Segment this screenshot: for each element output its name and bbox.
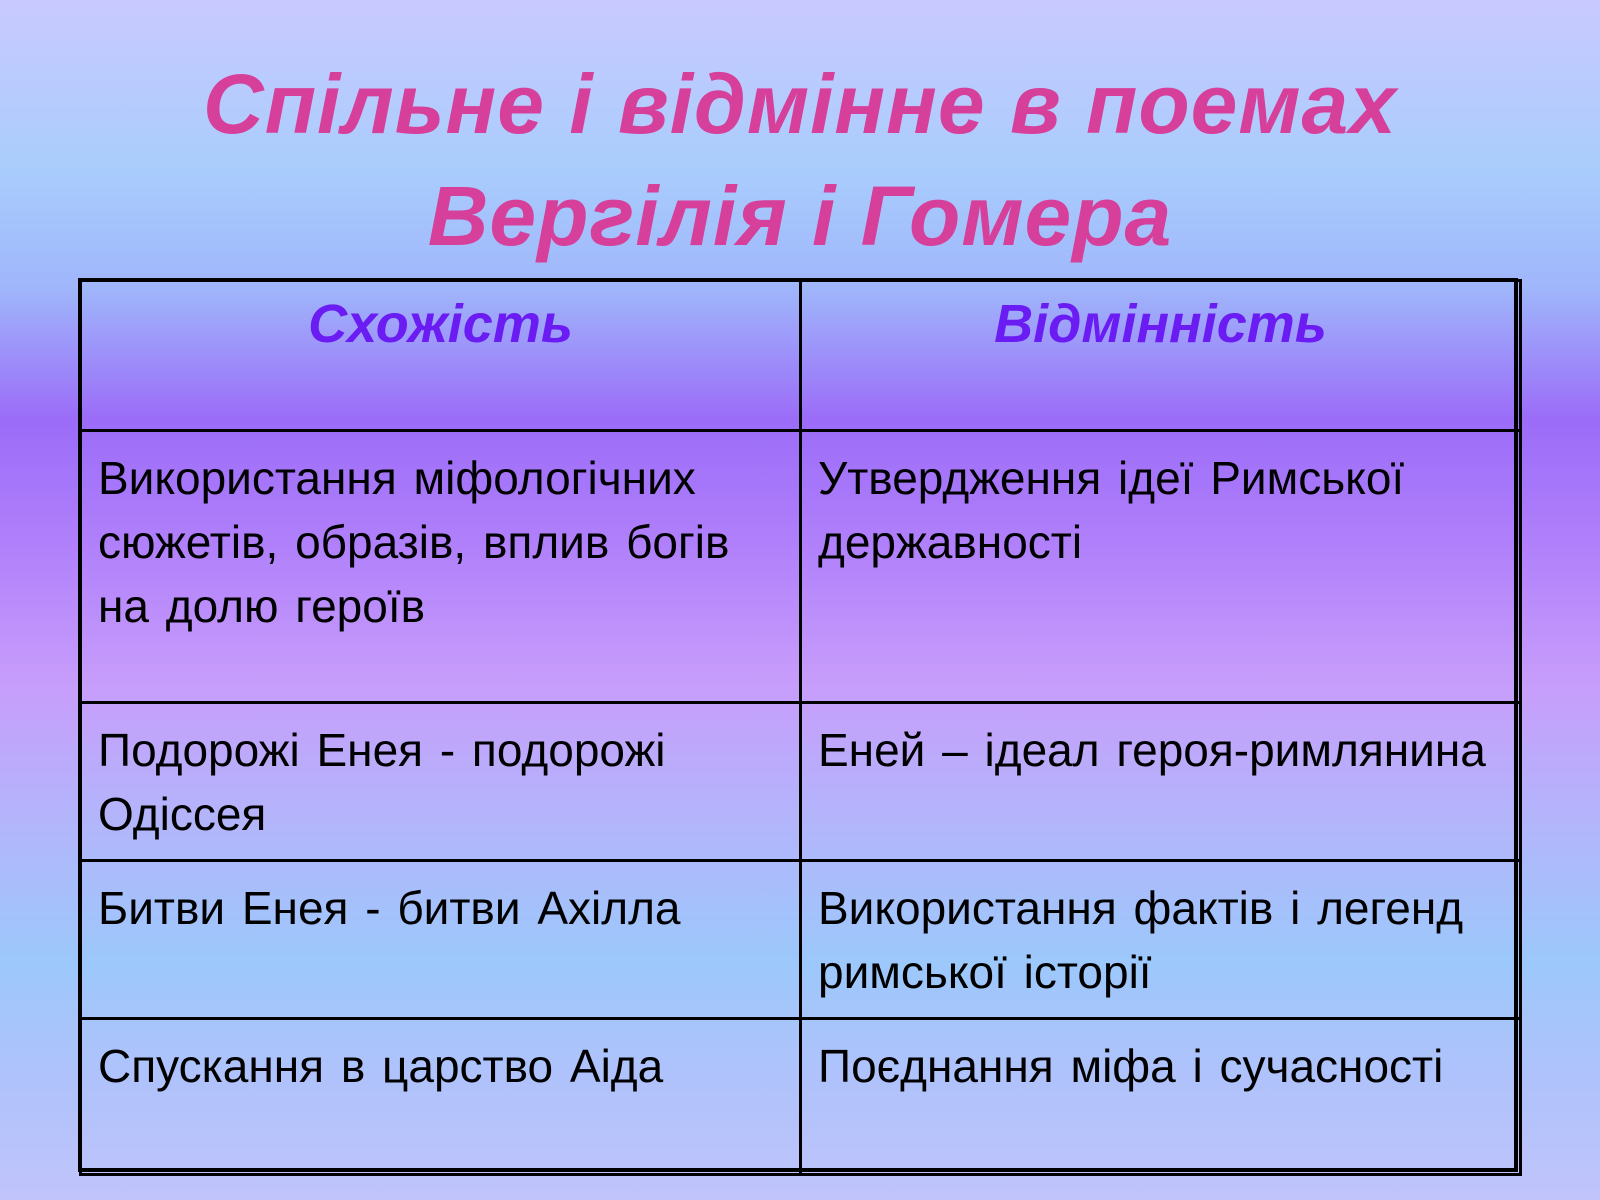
cell-difference: Еней – ідеал героя-римлянина <box>801 703 1521 861</box>
table-row <box>81 703 1521 861</box>
cell-similarity: Спускання в царство Аіда <box>81 1019 801 1175</box>
header-difference: Відмінність <box>801 281 1521 431</box>
slide-title-line-1: Спільне і відмінне в поемах <box>203 57 1397 151</box>
table-row <box>81 861 1521 1019</box>
cell-similarity: Битви Енея - битви Ахілла <box>81 861 801 1019</box>
cell-difference: Використання фактів і легенд римської історії <box>801 861 1521 1019</box>
cell-difference: Поєднання міфа і сучасності <box>801 1019 1521 1175</box>
cell-similarity: Використання міфологічних сюжетів, образів, вплив богів на долю героїв <box>81 431 801 703</box>
table-row <box>81 431 1521 703</box>
header-similarity: Схожість <box>81 281 801 431</box>
table-header-row <box>81 281 1521 431</box>
cell-similarity: Подорожі Енея - подорожі Одіссея <box>81 703 801 861</box>
cell-difference: Утвердження ідеї Римської державності <box>801 431 1521 703</box>
table-row <box>81 1019 1521 1175</box>
slide-title-line-2: Вергілія і Гомера <box>427 169 1173 263</box>
comparison-table <box>79 279 1522 1176</box>
slide-title <box>0 48 1600 272</box>
